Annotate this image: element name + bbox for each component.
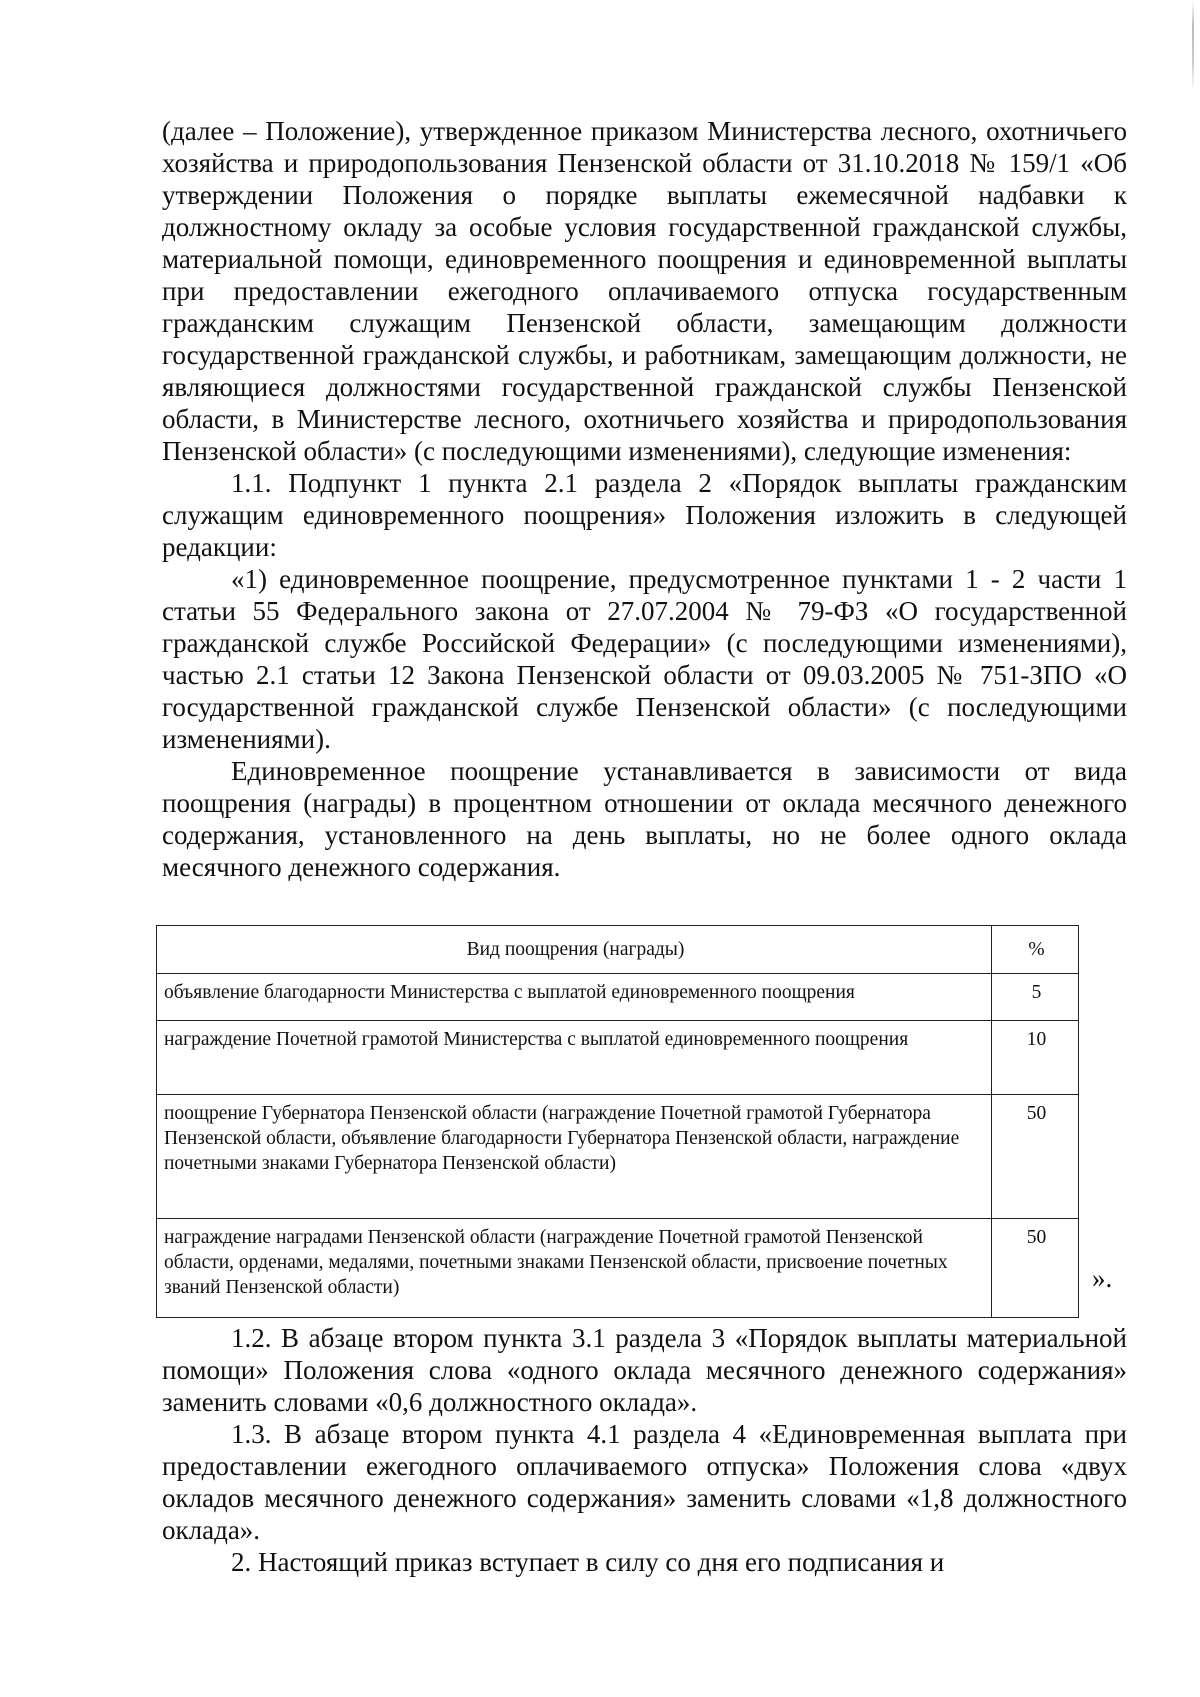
table-cell-type: поощрение Губернатора Пензенской области (награждение Почетной грамотой Губернатора Пензенской области, объявление благодарности Губернатора Пензенской области, награждение почетными знаками Губернатора Пензенской области)	[157, 1095, 992, 1219]
table-row	[157, 1021, 1079, 1095]
point-2-paragraph: 2. Настоящий приказ вступает в силу со дня его подписания и	[231, 1547, 945, 1577]
closing-quote-mark: ».	[1092, 1263, 1113, 1293]
table-header-row	[157, 926, 1079, 974]
table-cell-type: объявление благодарности Министерства с выплатой единовременного поощрения	[157, 974, 992, 1021]
table-header-type: Вид поощрения (награды)	[157, 926, 992, 974]
closing-text-block	[162, 1322, 1127, 1578]
new-wording-paragraph: «1) единовременное поощрение, предусмотренное пунктами 1 - 2 части 1 статьи 55 Федерального закона от 27.07.2004 № 79-ФЗ «О государственной гражданской службе Российской Федерации» (с последующими изменениями), частью 2.1 статьи 12 Закона Пензенской области от 09.03.2005 № 751-ЗПО «О государственной гражданской службе Пензенской области» (с последующими изменениями).	[162, 564, 1127, 754]
table-header-percent: %	[992, 926, 1079, 974]
table-cell-percent: 50	[992, 1219, 1079, 1318]
table-cell-percent: 50	[992, 1095, 1079, 1219]
subpoint-1-3-paragraph: 1.3. В абзаце втором пункта 4.1 раздела 4 «Единовременная выплата при предоставлении ежегодного оплачиваемого отпуска» Положения слова «двух окладов месячного денежного содержания» заменить словами «1,8 должностного оклада».	[162, 1419, 1127, 1545]
table-row	[157, 1219, 1079, 1318]
intro-text-block	[162, 115, 1127, 883]
award-percent-table	[156, 925, 1079, 1318]
table-cell-type: награждение Почетной грамотой Министерства с выплатой единовременного поощрения	[157, 1021, 992, 1095]
table-cell-percent: 5	[992, 974, 1079, 1021]
intro-paragraph: (далее – Положение), утвержденное приказом Министерства лесного, охотничьего хозяйства и природопользования Пензенской области от 31.10.2018 № 159/1 «Об утверждении Положения о порядке выплаты ежемесячной надбавки к должностному окладу за особые условия государственной гражданской службы, материальной помощи, единовременного поощрения и единовременной выплаты при предоставлении ежегодного оплачиваемого отпуска государственным гражданским служащим Пензенской области, замещающим должности государственной гражданской службы, и работникам, замещающим должности, не являющиеся должностями государственной гражданской службы Пензенской области, в Министерстве лесного, охотничьего хозяйства и природопользования Пензенской области» (с последующими изменениями), следующие изменения:	[162, 116, 1127, 466]
table-row	[157, 1095, 1079, 1219]
award-rule-paragraph: Единовременное поощрение устанавливается в зависимости от вида поощрения (награды) в процентном отношении от оклада месячного денежного содержания, установленного на день выплаты, но не более одного оклада месячного денежного содержания.	[162, 756, 1127, 882]
subpoint-1-1-paragraph: 1.1. Подпункт 1 пункта 2.1 раздела 2 «Порядок выплаты гражданским служащим единовременного поощрения» Положения изложить в следующей редакции:	[162, 468, 1127, 562]
table-cell-percent: 10	[992, 1021, 1079, 1095]
table-cell-type: награждение наградами Пензенской области (награждение Почетной грамотой Пензенской области, орденами, медалями, почетными знаками Пензенской области, присвоение почетных званий Пензенской области)	[157, 1219, 992, 1318]
scan-edge-mark	[1192, 0, 1194, 90]
table-row	[157, 974, 1079, 1021]
subpoint-1-2-paragraph: 1.2. В абзаце втором пункта 3.1 раздела 3 «Порядок выплаты материальной помощи» Положения слова «одного оклада месячного денежного содержания» заменить словами «0,6 должностного оклада».	[162, 1323, 1127, 1417]
